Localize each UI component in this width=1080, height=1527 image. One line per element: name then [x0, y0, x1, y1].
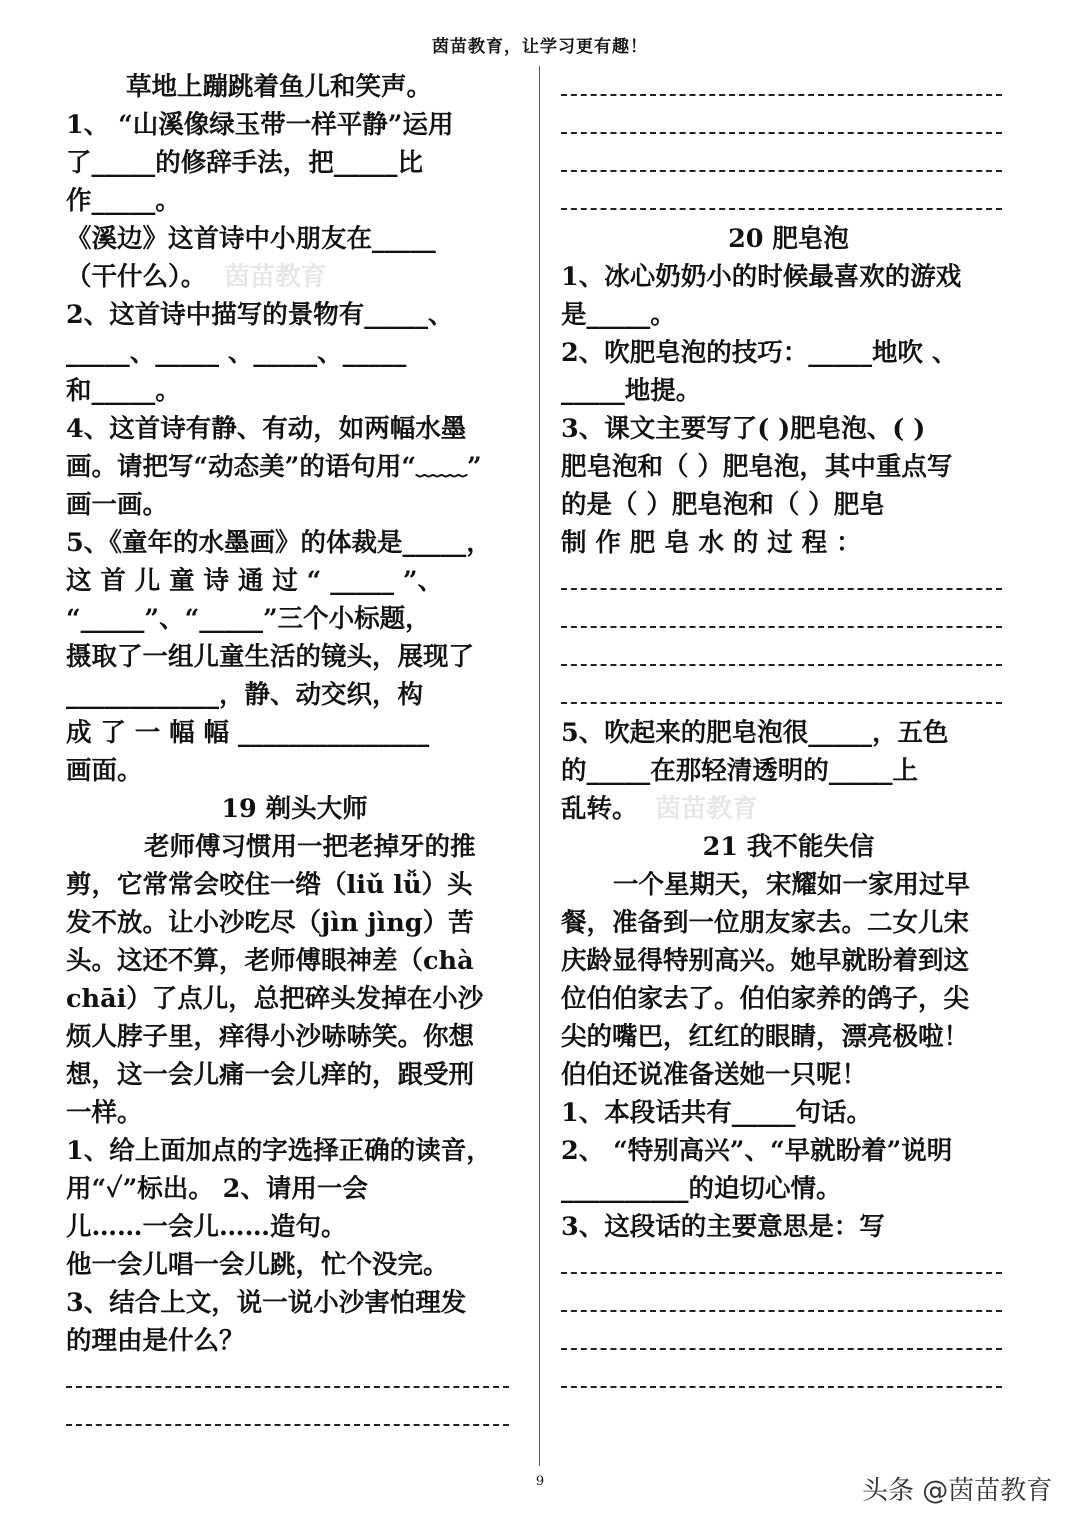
lesson-21-title: 21 我不能失信	[702, 832, 875, 862]
passage-line: 老师傅习惯用一把老掉牙的推	[144, 832, 476, 862]
question-5-cont: 这 首 儿 童 诗 通 过 “ _____ ”、	[66, 566, 443, 596]
question-5-cont3: 摄取了一组儿童生活的镜头，展现了	[66, 642, 475, 672]
answer-blank-line[interactable]	[561, 1322, 1016, 1360]
answer-blank-line[interactable]	[561, 676, 1016, 714]
passage-line: 想，这一会儿痛一会儿痒的，跟受刑	[66, 1060, 475, 1090]
answer-blank-line[interactable]	[561, 182, 1016, 220]
passage-line: 尖的嘴巴，红红的眼睛，漂亮极啦！	[561, 1022, 970, 1052]
passage-line: 头。这还不算，老师傅眼神差（chà	[66, 946, 474, 976]
answer-blank-line[interactable]	[561, 144, 1016, 182]
answer-blank-line[interactable]	[561, 1360, 1016, 1398]
question-1-cont: 了_____的修辞手法，把_____比	[66, 148, 424, 178]
poem-line: 草地上蹦跳着鱼儿和笑声。	[126, 72, 433, 102]
page-number: 9	[535, 1474, 545, 1489]
passage-line: 庆龄显得特别高兴。她早就盼着到这	[561, 946, 970, 976]
answer-blank-line[interactable]	[561, 600, 1016, 638]
answer-blank-line[interactable]	[561, 562, 1016, 600]
question-4-cont2: 画一画。	[66, 490, 169, 520]
lesson-21-q2-cont: __________的迫切心情。	[561, 1174, 842, 1204]
lesson-19-q3: 3、结合上文，说一说小沙害怕理发	[66, 1288, 467, 1318]
lesson-20-q5-text: 乱转。	[561, 794, 638, 824]
page-header: 茵苗教育，让学习更有趣！	[432, 37, 648, 57]
question-2: 2、这首诗中描写的景物有_____、	[66, 300, 454, 330]
passage-line: 伯伯还说准备送她一只呢！	[561, 1060, 868, 1090]
left-column	[66, 68, 523, 1436]
lesson-20-q3-cont2: 的是（ ）肥皂泡和（ ）肥皂	[561, 490, 885, 520]
lesson-21-q3: 3、这段话的主要意思是：写	[561, 1212, 885, 1242]
column-divider	[539, 66, 540, 1466]
lesson-21-q1: 1、本段话共有_____句话。	[561, 1098, 872, 1128]
lesson-20-q3: 3、课文主要写了( )肥皂泡、( )	[561, 414, 926, 444]
watermark-text: 茵苗教育	[224, 262, 327, 292]
answer-blank-line[interactable]	[561, 1284, 1016, 1322]
question-1b: 《溪边》这首诗中小朋友在_____	[66, 224, 436, 254]
passage-line: chāi）了点儿，总把碎头发掉在小沙	[66, 984, 484, 1014]
question-5-cont2: “_____”、“_____”三个小标题，	[66, 604, 431, 634]
question-4-cont: 画。请把写“动态美”的语句用“﹏﹏”	[66, 452, 482, 482]
lesson-19-title: 19 剃头大师	[221, 794, 368, 824]
lesson-20-title: 20 肥皂泡	[728, 224, 849, 254]
question-5-cont4: ____________，静、动交织，构	[66, 680, 424, 710]
lesson-20-q3-cont: 肥皂泡和（ ）肥皂泡，其中重点写	[561, 452, 953, 482]
question-5: 5、《童年的水墨画》的体裁是_____，	[66, 528, 492, 558]
passage-line: 一个星期天，宋耀如一家用过早	[613, 870, 971, 900]
question-4: 4、这首诗有静、有动，如两幅水墨	[66, 414, 467, 444]
question-1: 1、 “山溪像绿玉带一样平静”运用	[66, 110, 454, 140]
source-credit: 头条 @茵苗教育	[862, 1476, 1053, 1506]
answer-blank-line[interactable]	[561, 106, 1016, 144]
lesson-19-q2-answer: 他一会儿唱一会儿跳，忙个没完。	[66, 1250, 449, 1280]
answer-blank-line[interactable]	[561, 68, 1016, 106]
passage-line: 一样。	[66, 1098, 143, 1128]
lesson-20-q3-cont3: 制 作 肥 皂 水 的 过 程 ：	[561, 528, 862, 558]
passage-line: 餐，准备到一位朋友家去。二女儿宋	[561, 908, 970, 938]
passage-line: 烦人脖子里，痒得小沙哧哧笑。你想	[66, 1022, 475, 1052]
answer-blank-line[interactable]	[66, 1398, 523, 1436]
lesson-20-q5-cont2	[561, 790, 1016, 828]
lesson-19-q3-cont: 的理由是什么？	[66, 1326, 245, 1356]
watermark-text: 茵苗教育	[655, 794, 758, 824]
lesson-20-q2-cont: _____地提。	[561, 376, 702, 406]
answer-blank-line[interactable]	[561, 1246, 1016, 1284]
question-1-cont2: 作_____。	[66, 186, 181, 216]
right-column	[561, 68, 1016, 1398]
lesson-20-q2: 2、吹肥皂泡的技巧：_____地吹 、	[561, 338, 958, 368]
question-5-cont5: 成 了 一 幅 幅 _______________	[66, 718, 430, 748]
passage-line: 发不放。让小沙吃尽（jìn jìng）苦	[66, 908, 474, 938]
lesson-20-q5-cont: 的_____在那轻清透明的_____上	[561, 756, 919, 786]
question-1b-text: （干什么）。	[66, 262, 207, 292]
question-1b-cont	[66, 258, 523, 296]
lesson-20-q5: 5、吹起来的肥皂泡很_____，五色	[561, 718, 949, 748]
passage-line: 剪，它常常会咬住一绺（liǔ lǚ）头	[66, 870, 473, 900]
lesson-19-q1-cont: 用“✓”标出。 2、请用一会	[66, 1174, 368, 1204]
answer-blank-line[interactable]	[561, 638, 1016, 676]
question-2-cont2: 和_____。	[66, 376, 181, 406]
lesson-19-q1: 1、给上面加点的字选择正确的读音，	[66, 1136, 492, 1166]
lesson-20-q1: 1、冰心奶奶小的时候最喜欢的游戏	[561, 262, 962, 292]
question-2-cont: _____、_____ 、_____、_____	[66, 338, 407, 368]
lesson-21-q2: 2、 “特别高兴”、“早就盼着”说明	[561, 1136, 953, 1166]
passage-line: 位伯伯家去了。伯伯家养的鸽子，尖	[561, 984, 970, 1014]
question-5-cont6: 画面。	[66, 756, 143, 786]
lesson-19-q2: 儿……一会儿……造句。	[66, 1212, 347, 1242]
answer-blank-line[interactable]	[66, 1360, 523, 1398]
lesson-20-q1-cont: 是_____。	[561, 300, 676, 330]
